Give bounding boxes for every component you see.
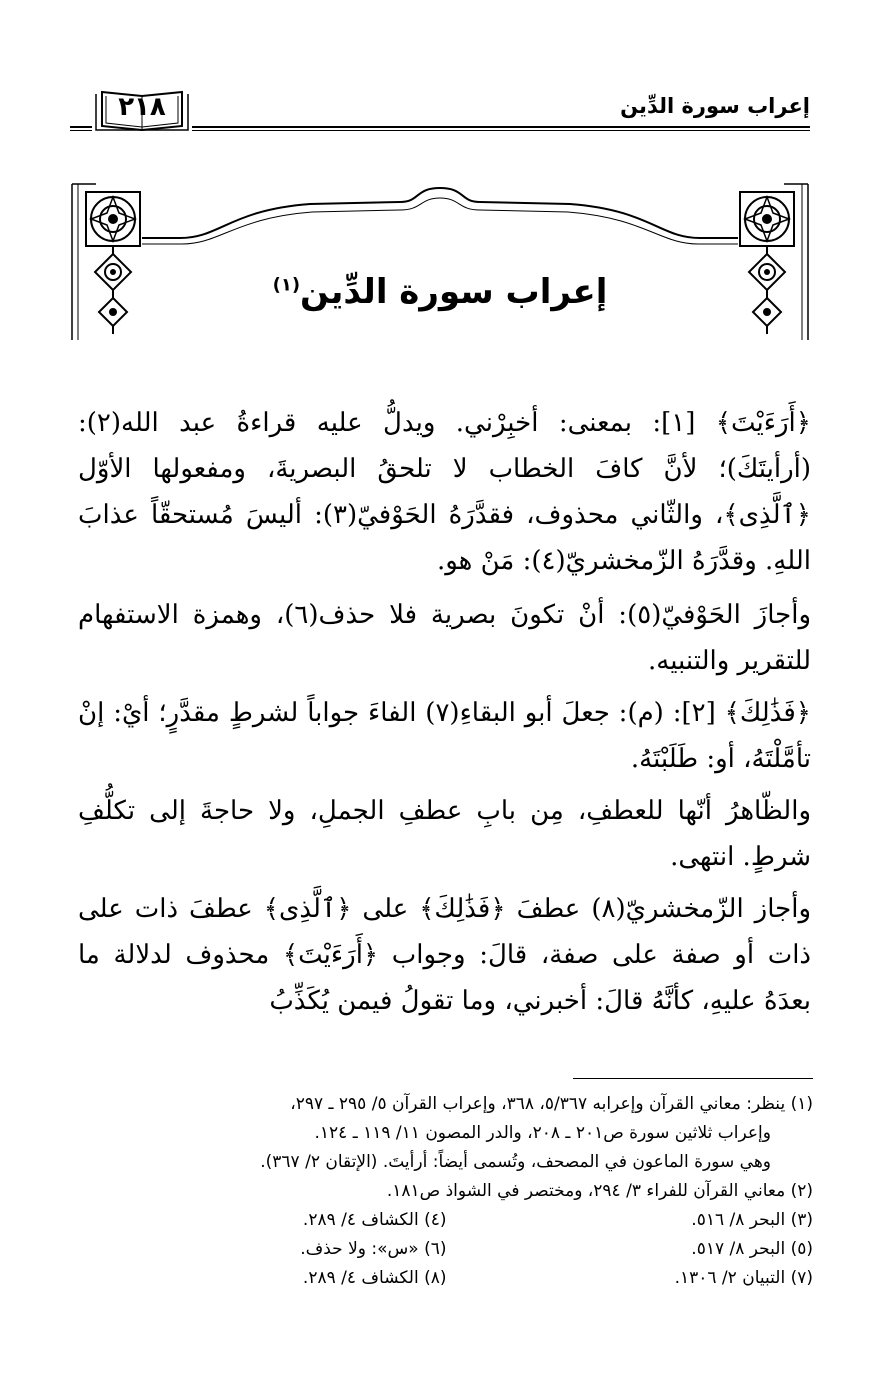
- footnote-1-continued: وإعراب ثلاثين سورة ص٢٠١ ـ ٢٠٨، والدر المصون ١١/ ١١٩ ـ ١٢٤.: [314, 1123, 771, 1143]
- footnote-1-note: وهي سورة الماعون في المصحف، وتُسمى أيضاً: أرأيتَ. (الإتقان ٢/ ٣٦٧).: [260, 1152, 771, 1172]
- right-ornament-icon: [740, 184, 808, 340]
- footnote-row: [80, 1264, 813, 1293]
- footnote-5: (٥) البحر ٨/ ٥١٧.: [691, 1239, 813, 1259]
- footnote-2: (٢) معاني القرآن للفراء ٣/ ٢٩٤، ومختصر في الشواذ ص١٨١.: [386, 1181, 813, 1201]
- chapter-title-frame: [70, 180, 810, 340]
- footnote-4: (٤) الكشاف ٤/ ٢٨٩.: [302, 1210, 447, 1230]
- footnote-6: (٦) «س»: ولا حذف.: [300, 1239, 447, 1259]
- paragraph-text: ﴿أَرَءَيْتَ﴾ [١]: بمعنى: أخبِرْني. ويدلُّ عليه قراءةُ عبد الله(٢): (أرأيتَكَ)؛ لأنَّ كافَ الخطاب لا تلحقُ البصريةَ، ومفعولها الأوّل ﴿ٱلَّذِى﴾، والثّاني محذوف، فقدَّرَهُ الحَوْفيّ(٣): أليسَ مُستحقّاً عذابَ اللهِ. وقدَّرَهُ الزّمخشريّ(٤): مَنْ هو.: [78, 408, 811, 576]
- footnote-7: (٧) التبيان ٢/ ١٣٠٦.: [674, 1268, 813, 1288]
- chapter-title-text: إعراب سورة الدِّين: [300, 272, 608, 312]
- left-ornament-icon: [72, 184, 140, 340]
- page-number: ٢١٨: [118, 92, 166, 122]
- running-title: إعراب سورة الدِّين: [610, 94, 810, 118]
- footnote-1: (١) ينظر: معاني القرآن وإعرابه ٥/٣٦٧، ٣٦٨، وإعراب القرآن ٥/ ٢٩٥ ـ ٢٩٧،: [290, 1094, 813, 1114]
- footnote-3: (٣) البحر ٨/ ٥١٦.: [691, 1210, 813, 1230]
- paragraph-text: ﴿فَذَٰلِكَ﴾ [٢]: (م): جعلَ أبو البقاءِ(٧) الفاءَ جواباً لشرطٍ مقدَّرٍ؛ أيْ: إنْ تأمَّلْتَهُ، أو: طَلَبْتَهُ.: [78, 698, 811, 774]
- ornamental-frame: [70, 180, 810, 340]
- body-paragraph-1: [78, 400, 811, 584]
- footnote-separator: [573, 1078, 813, 1079]
- body-paragraph-5: [78, 886, 811, 1024]
- paragraph-text: والظّاهرُ أنّها للعطفِ، مِن بابِ عطفِ الجملِ، ولا حاجةَ إلى تكلُّفِ شرطٍ. انتهى.: [78, 796, 811, 872]
- footnotes: [80, 1090, 813, 1293]
- body-paragraph-4: [78, 788, 811, 880]
- body-paragraph-3: [78, 690, 811, 782]
- body-paragraph-2: [78, 592, 811, 684]
- running-header: [70, 90, 810, 140]
- paragraph-text: وأجازَ الحَوْفيّ(٥): أنْ تكونَ بصرية فلا حذف(٦)، وهمزة الاستفهام للتقرير والتنبيه.: [78, 600, 812, 676]
- footnote-row: [80, 1235, 813, 1264]
- chapter-title-footnote-ref: (١): [272, 274, 301, 296]
- paragraph-text: وأجاز الزّمخشريّ(٨) عطفَ ﴿فَذَٰلِكَ﴾ على ﴿ٱلَّذِى﴾ عطفَ ذات على ذات أو صفة على صفة، قالَ: وجواب ﴿أَرَءَيْتَ﴾ محذوف لدلالة ما بعدَهُ عليهِ، كأنَّهُ قالَ: أخبرني، وما تقولُ فيمن يُكَذِّبُ: [78, 894, 811, 1016]
- footnote-8: (٨) الكشاف ٤/ ٢٨٩.: [302, 1268, 447, 1288]
- footnote-row: [80, 1206, 813, 1235]
- page-number-box: [92, 90, 192, 132]
- chapter-title: [70, 272, 810, 312]
